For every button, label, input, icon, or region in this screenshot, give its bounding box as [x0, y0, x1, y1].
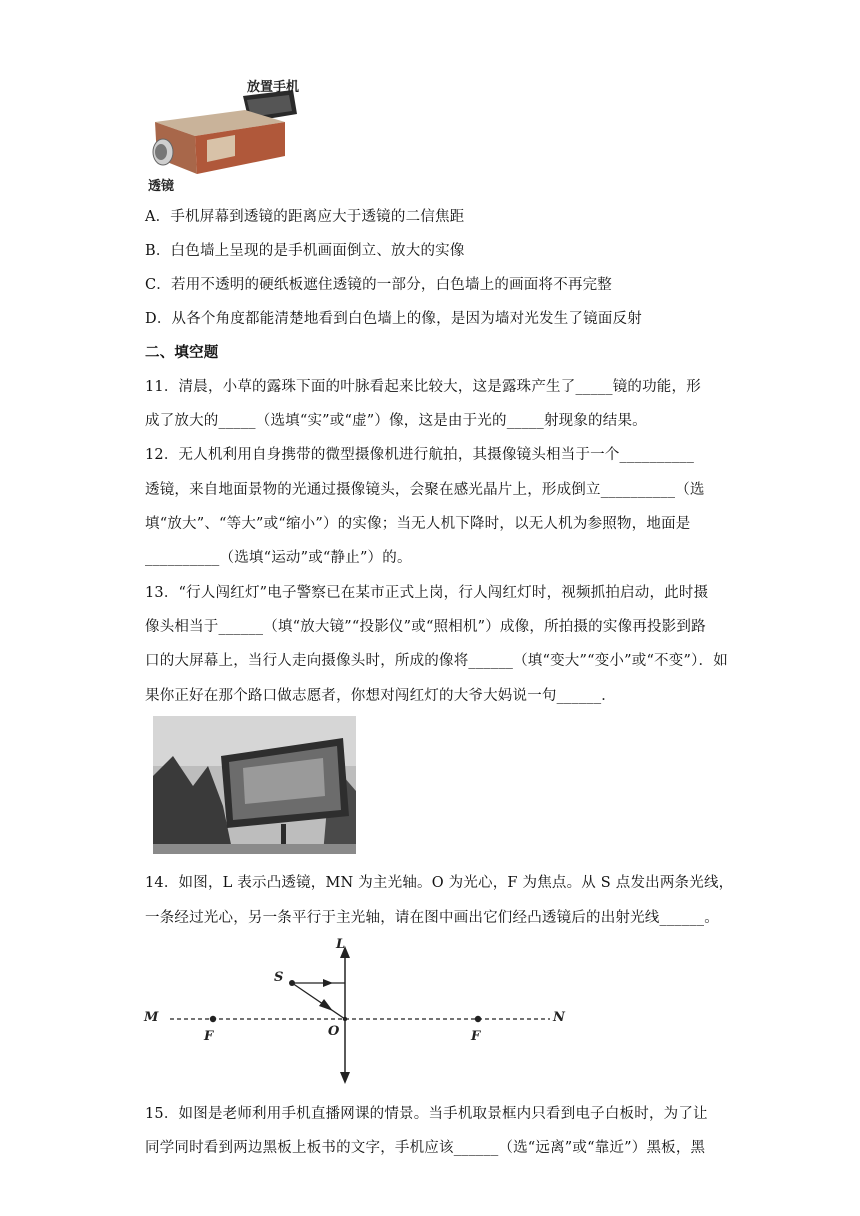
option-a: A．手机屏幕到透镜的距离应大于透镜的二信焦距 — [145, 209, 465, 225]
billboard-photo — [153, 716, 356, 854]
label-F-left: F — [204, 1029, 214, 1044]
label-lens: 透镜 — [148, 179, 175, 194]
q15-line: 同学同时看到两边黑板上板书的文字，手机应该______（选“远离”或“靠近”）黑板，黑 — [145, 1140, 706, 1156]
label-F-right: F — [471, 1029, 481, 1044]
option-b: B．白色墙上呈现的是手机画面倒立、放大的实像 — [145, 243, 465, 259]
focal-point-right — [475, 1016, 481, 1022]
q12-line: 填“放大”、“等大”或“缩小”）的实像；当无人机下降时，以无人机为参照物，地面是 — [145, 516, 691, 532]
convex-lens-diagram — [135, 936, 585, 1086]
q14-line: 一条经过光心，另一条平行于主光轴，请在图中画出它们经凸透镜后的出射光线______。 — [145, 910, 719, 926]
label-N: N — [553, 1010, 565, 1025]
label-L: L — [336, 937, 346, 952]
q12-line: __________（选填“运动”或“静止”）的。 — [145, 550, 412, 566]
q13-line: 果你正好在那个路口做志愿者，你想对闯红灯的大爷大妈说一句______． — [145, 688, 616, 704]
q14-line: 14．如图，L 表示凸透镜，MN 为主光轴。O 为光心，F 为焦点。从 S 点发出两条光线， — [145, 875, 734, 891]
label-M: M — [144, 1010, 159, 1025]
section-title: 二、填空题 — [145, 344, 219, 361]
focal-point-left — [210, 1016, 216, 1022]
q13-line: 像头相当于______（填“放大镜”“投影仪”或“照相机”）成像，所拍摄的实像再投影到路 — [145, 619, 706, 635]
q15-line: 15．如图是老师利用手机直播网课的情景。当手机取景框内只看到电子白板时，为了让 — [145, 1106, 708, 1122]
label-S: S — [274, 970, 284, 985]
q13-line: 口的大屏幕上，当行人走向摄像头时，所成的像将______（填“变大”“变小”或“不变”）．如 — [145, 653, 728, 669]
label-phone: 放置手机 — [247, 80, 300, 95]
q13-line: 13．“行人闯红灯”电子警察已在某市正式上岗，行人闯红灯时，视频抓拍启动，此时摄 — [145, 585, 709, 601]
phone-projector-image — [145, 74, 310, 192]
q11-line: 成了放大的_____（选填“实”或“虚”）像，这是由于光的_____射现象的结果。 — [145, 413, 647, 429]
q11-line: 11．清晨，小草的露珠下面的叶脉看起来比较大，这是露珠产生了_____镜的功能，形 — [145, 379, 701, 395]
option-d: D．从各个角度都能清楚地看到白色墙上的像，是因为墙对光发生了镜面反射 — [145, 311, 642, 327]
label-O: O — [328, 1024, 340, 1039]
option-c: C．若用不透明的硬纸板遮住透镜的一部分，白色墙上的画面将不再完整 — [145, 277, 612, 293]
q12-line: 12．无人机利用自身携带的微型摄像机进行航拍，其摄像镜头相当于一个__________ — [145, 447, 695, 463]
q12-line: 透镜，来自地面景物的光通过摄像镜头，会聚在感光晶片上，形成倒立__________（选 — [145, 482, 705, 498]
